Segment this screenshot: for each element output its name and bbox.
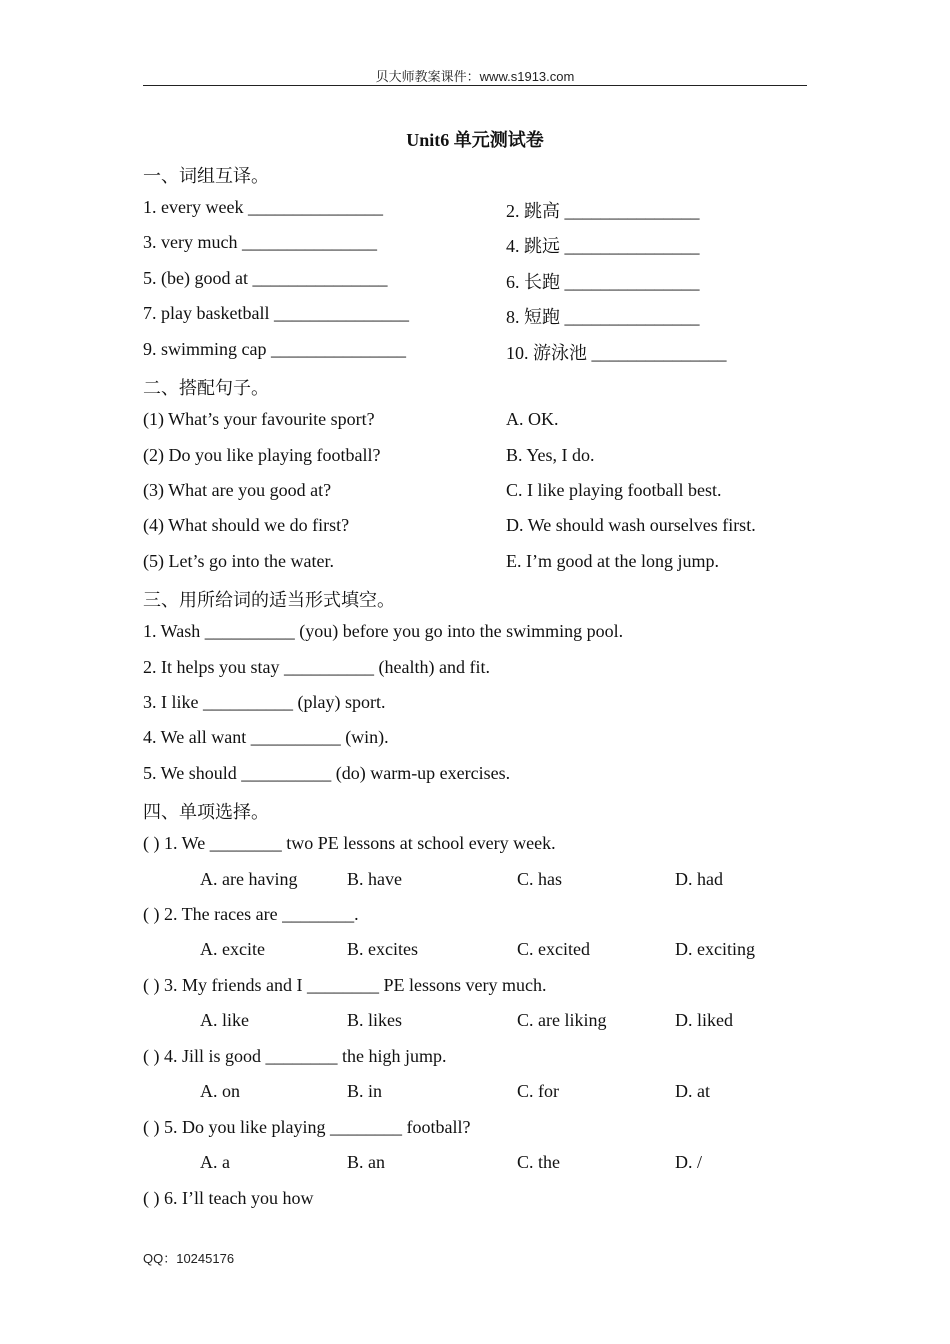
choice-option: A. excite xyxy=(200,939,265,959)
vocab-item: 9. swimming cap _______________ xyxy=(143,339,406,359)
match-question: (3) What are you good at? xyxy=(143,480,332,500)
header-divider xyxy=(143,85,807,86)
match-answer: C. I like playing football best. xyxy=(506,480,722,500)
fill-blank-item: 3. I like __________ (play) sport. xyxy=(143,692,386,712)
vocab-item: 2. 跳高 _______________ xyxy=(506,201,700,221)
choice-question: ( ) 2. The races are ________. xyxy=(143,904,359,924)
section2-heading: 二、搭配句子。 xyxy=(143,378,269,398)
page-footer-text: QQ：10245176 xyxy=(143,1251,235,1266)
match-question: (1) What’s your favourite sport? xyxy=(143,409,375,429)
choice-option: A. like xyxy=(200,1010,249,1030)
choice-option: B. excites xyxy=(347,939,418,959)
fill-blank-item: 2. It helps you stay __________ (health) and fit. xyxy=(143,657,490,677)
choice-option: A. are having xyxy=(200,869,298,889)
match-answer: A. OK. xyxy=(506,409,559,429)
vocab-item: 3. very much _______________ xyxy=(143,232,377,252)
vocab-item: 4. 跳远 _______________ xyxy=(506,236,700,256)
match-question: (4) What should we do first? xyxy=(143,515,350,535)
choice-option: A. a xyxy=(200,1152,230,1172)
choice-option: D. liked xyxy=(675,1010,733,1030)
vocab-item: 1. every week _______________ xyxy=(143,197,383,217)
vocab-item: 6. 长跑 _______________ xyxy=(506,272,700,292)
match-answer: D. We should wash ourselves first. xyxy=(506,515,756,535)
choice-question: ( ) 3. My friends and I ________ PE lessons very much. xyxy=(143,975,547,995)
choice-option: B. have xyxy=(347,869,402,889)
fill-blank-item: 5. We should __________ (do) warm-up exercises. xyxy=(143,763,511,783)
vocab-item: 8. 短跑 _______________ xyxy=(506,307,700,327)
choice-option: B. an xyxy=(347,1152,385,1172)
match-question: (5) Let’s go into the water. xyxy=(143,551,334,571)
vocab-item: 7. play basketball _______________ xyxy=(143,303,409,323)
vocab-item: 10. 游泳池 _______________ xyxy=(506,343,727,363)
choice-option: B. in xyxy=(347,1081,383,1101)
section1-heading: 一、词组互译。 xyxy=(143,166,269,186)
choice-option: D. at xyxy=(675,1081,710,1101)
page-title: Unit6 单元测试卷 xyxy=(406,130,544,150)
choice-option: C. the xyxy=(517,1152,560,1172)
choice-option: B. likes xyxy=(347,1010,403,1030)
choice-option: D. exciting xyxy=(675,939,755,959)
vocab-item: 5. (be) good at _______________ xyxy=(143,268,388,288)
match-question: (2) Do you like playing football? xyxy=(143,445,381,465)
choice-question: ( ) 4. Jill is good ________ the high jump. xyxy=(143,1046,447,1066)
choice-option: D. / xyxy=(675,1152,702,1172)
choice-option: D. had xyxy=(675,869,723,889)
fill-blank-item: 1. Wash __________ (you) before you go into the swimming pool. xyxy=(143,621,624,641)
match-answer: E. I’m good at the long jump. xyxy=(506,551,719,571)
choice-question: ( ) 5. Do you like playing ________ football? xyxy=(143,1117,471,1137)
fill-blank-item: 4. We all want __________ (win). xyxy=(143,727,389,747)
section4-heading: 四、单项选择。 xyxy=(143,802,269,822)
choice-option: C. excited xyxy=(517,939,590,959)
choice-option: C. has xyxy=(517,869,562,889)
match-answer: B. Yes, I do. xyxy=(506,445,595,465)
choice-question: ( ) 1. We ________ two PE lessons at school every week. xyxy=(143,833,556,853)
choice-question: ( ) 6. I’ll teach you how xyxy=(143,1188,314,1208)
page-header-text: 贝大师教案课件：www.s1913.com xyxy=(375,69,575,84)
choice-option: C. for xyxy=(517,1081,559,1101)
choice-option: A. on xyxy=(200,1081,240,1101)
section3-heading: 三、用所给词的适当形式填空。 xyxy=(143,590,395,610)
choice-option: C. are liking xyxy=(517,1010,607,1030)
